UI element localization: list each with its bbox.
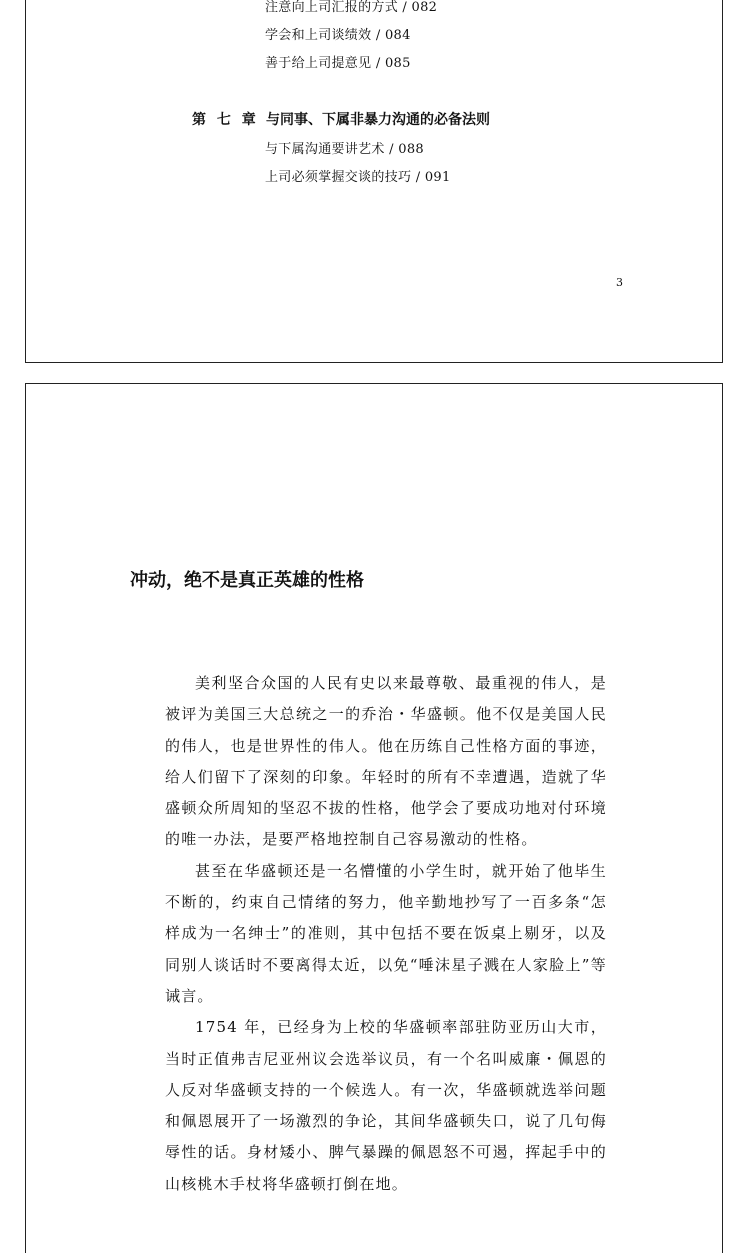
toc-item: 与下属沟通要讲艺术 ∕ 088 [265, 142, 424, 157]
paragraph: 甚至在华盛顿还是一名懵懂的小学生时，就开始了他毕生不断的，约束自己情绪的努力，他辛勤地抄写了一百多条“怎样成为一名绅士”的准则，其中包括不要在饭桌上剔牙，以及同别人谈话时不要离得太近，以免“唾沫星子溅在人家脸上”等诫言。 [165, 861, 607, 1005]
toc-page [25, 0, 723, 363]
toc-item: 善于给上司提意见 ∕ 085 [265, 56, 411, 71]
section-title: 冲动，绝不是真正英雄的性格 [130, 570, 364, 591]
toc-item: 注意向上司汇报的方式 ∕ 082 [265, 0, 438, 15]
content-page [25, 383, 723, 1253]
toc-item: 上司必须掌握交谈的技巧 ∕ 091 [265, 170, 451, 185]
toc-item: 学会和上司谈绩效 ∕ 084 [265, 28, 411, 43]
toc-chapter-heading [192, 109, 490, 129]
chapter-label: 第 七 章 [192, 112, 259, 128]
body-text [165, 668, 607, 1200]
paragraph: 美利坚合众国的人民有史以来最尊敬、最重视的伟人，是被评为美国三大总统之一的乔治・华盛顿。他不仅是美国人民的伟人，也是世界性的伟人。他在历练自己性格方面的事迹，给人们留下了深刻的印象。年轻时的所有不幸遭遇，造就了华盛顿众所周知的坚忍不拔的性格，他学会了要成功地对付环境的唯一办法，是要严格地控制自己容易激动的性格。 [165, 674, 607, 849]
page-number: 3 [616, 276, 623, 289]
paragraph: 1754 年，已经身为上校的华盛顿率部驻防亚历山大市，当时正值弗吉尼亚州议会选举议员，有一个名叫威廉・佩恩的人反对华盛顿支持的一个候选人。有一次，华盛顿就选举问题和佩恩展开了一场激烈的争论，其间华盛顿失口，说了几句侮辱性的话。身材矮小、脾气暴躁的佩恩怒不可遏，挥起手中的山核桃木手杖将华盛顿打倒在地。 [165, 1018, 607, 1193]
chapter-title: 与同事、下属非暴力沟通的必备法则 [266, 112, 490, 128]
